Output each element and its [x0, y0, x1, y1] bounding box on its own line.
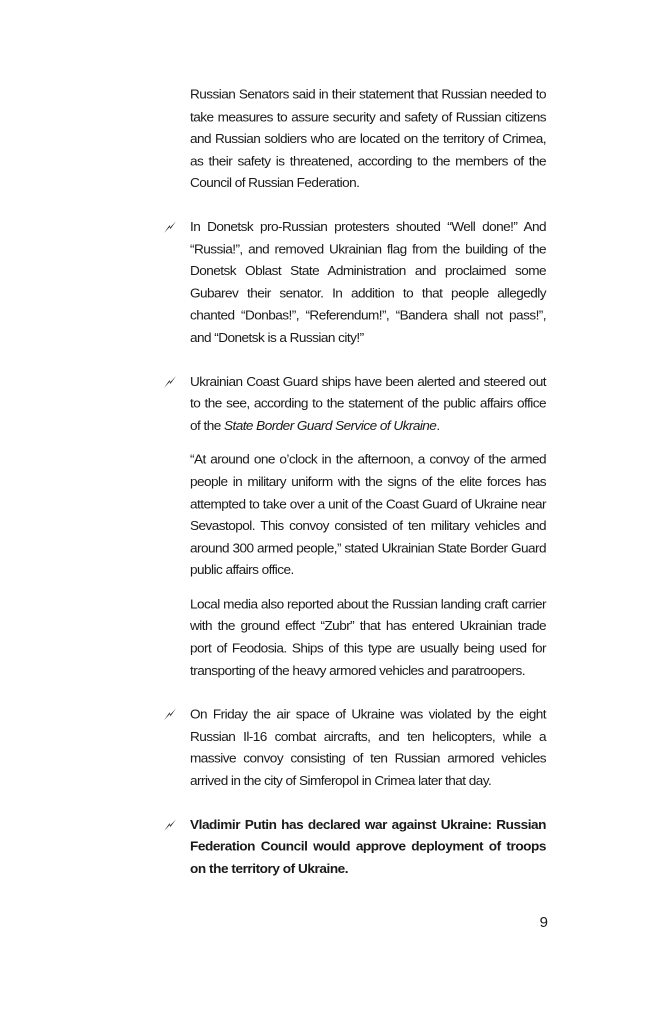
agency-name: State Border Guard Service of Ukraine: [223, 418, 437, 433]
paragraph-text: Russian Senators said in their statement that Russian needed to take measures to assure security and safety of Russian citizens and Russian soldiers who are located on the territory of Crimea, as their safety is threatened, according to the members of the Council of Russian Federation.: [190, 86, 546, 191]
bullet-air-space: [190, 704, 546, 793]
bullet-donetsk: [190, 216, 546, 349]
lightning-bullet-icon: [163, 818, 177, 832]
bullet-putin-declaration: [190, 814, 546, 880]
paragraph-text-end: .: [436, 418, 440, 433]
lightning-bullet-icon: [163, 375, 177, 389]
page-number: 9: [539, 914, 548, 931]
lightning-bullet-icon: [163, 708, 177, 722]
paragraph-text: On Friday the air space of Ukraine was violated by the eight Russian Il-16 combat aircrafts, and ten helicopters, while a massive convoy consisting of ten Russian armored vehicles arrived in the city of Simferopol in Crimea later that day.: [190, 706, 546, 788]
paragraph-text: “At around one o’clock in the afternoon, a convoy of the armed people in military uniform with the signs of the elite forces has attempted to take over a unit of the Coast Guard of Ukraine near Sevastopol. This convoy consisted of ten military vehicles and around 300 armed people,” stated Ukrainian State Border Guard public affairs office.: [190, 451, 546, 578]
paragraph-quote: [190, 449, 546, 582]
paragraph-senators: [190, 84, 546, 195]
lightning-bullet-icon: [163, 220, 177, 234]
paragraph-text: [190, 371, 546, 437]
page-body: [190, 84, 546, 880]
paragraph-text: Local media also reported about the Russian landing craft carrier with the ground effect “Zubr” that has entered Ukrainian trade port of Feodosia. Ships of this type are usually being used for transporting of the heavy armored vehicles and paratroopers.: [190, 596, 546, 678]
paragraph-text: Vladimir Putin has declared war against Ukraine: Russian Federation Council would approve deployment of troops on the territory of Ukraine.: [190, 816, 546, 876]
paragraph-local-media: [190, 594, 546, 683]
bullet-coast-guard: [190, 371, 546, 437]
paragraph-text-main: Ukrainian Coast Guard ships have been alerted and steered out to the see, according to the statement of the public affairs office of the: [190, 373, 546, 433]
paragraph-text: In Donetsk pro-Russian protesters shouted “Well done!” And “Russia!”, and removed Ukrainian flag from the building of the Donetsk Oblast State Administration and proclaimed some Gubarev their senator. In addition to that people allegedly chanted “Donbas!”, “Referendum!”, “Bandera shall not pass!”, and “Donetsk is a Russian city!”: [190, 219, 546, 345]
